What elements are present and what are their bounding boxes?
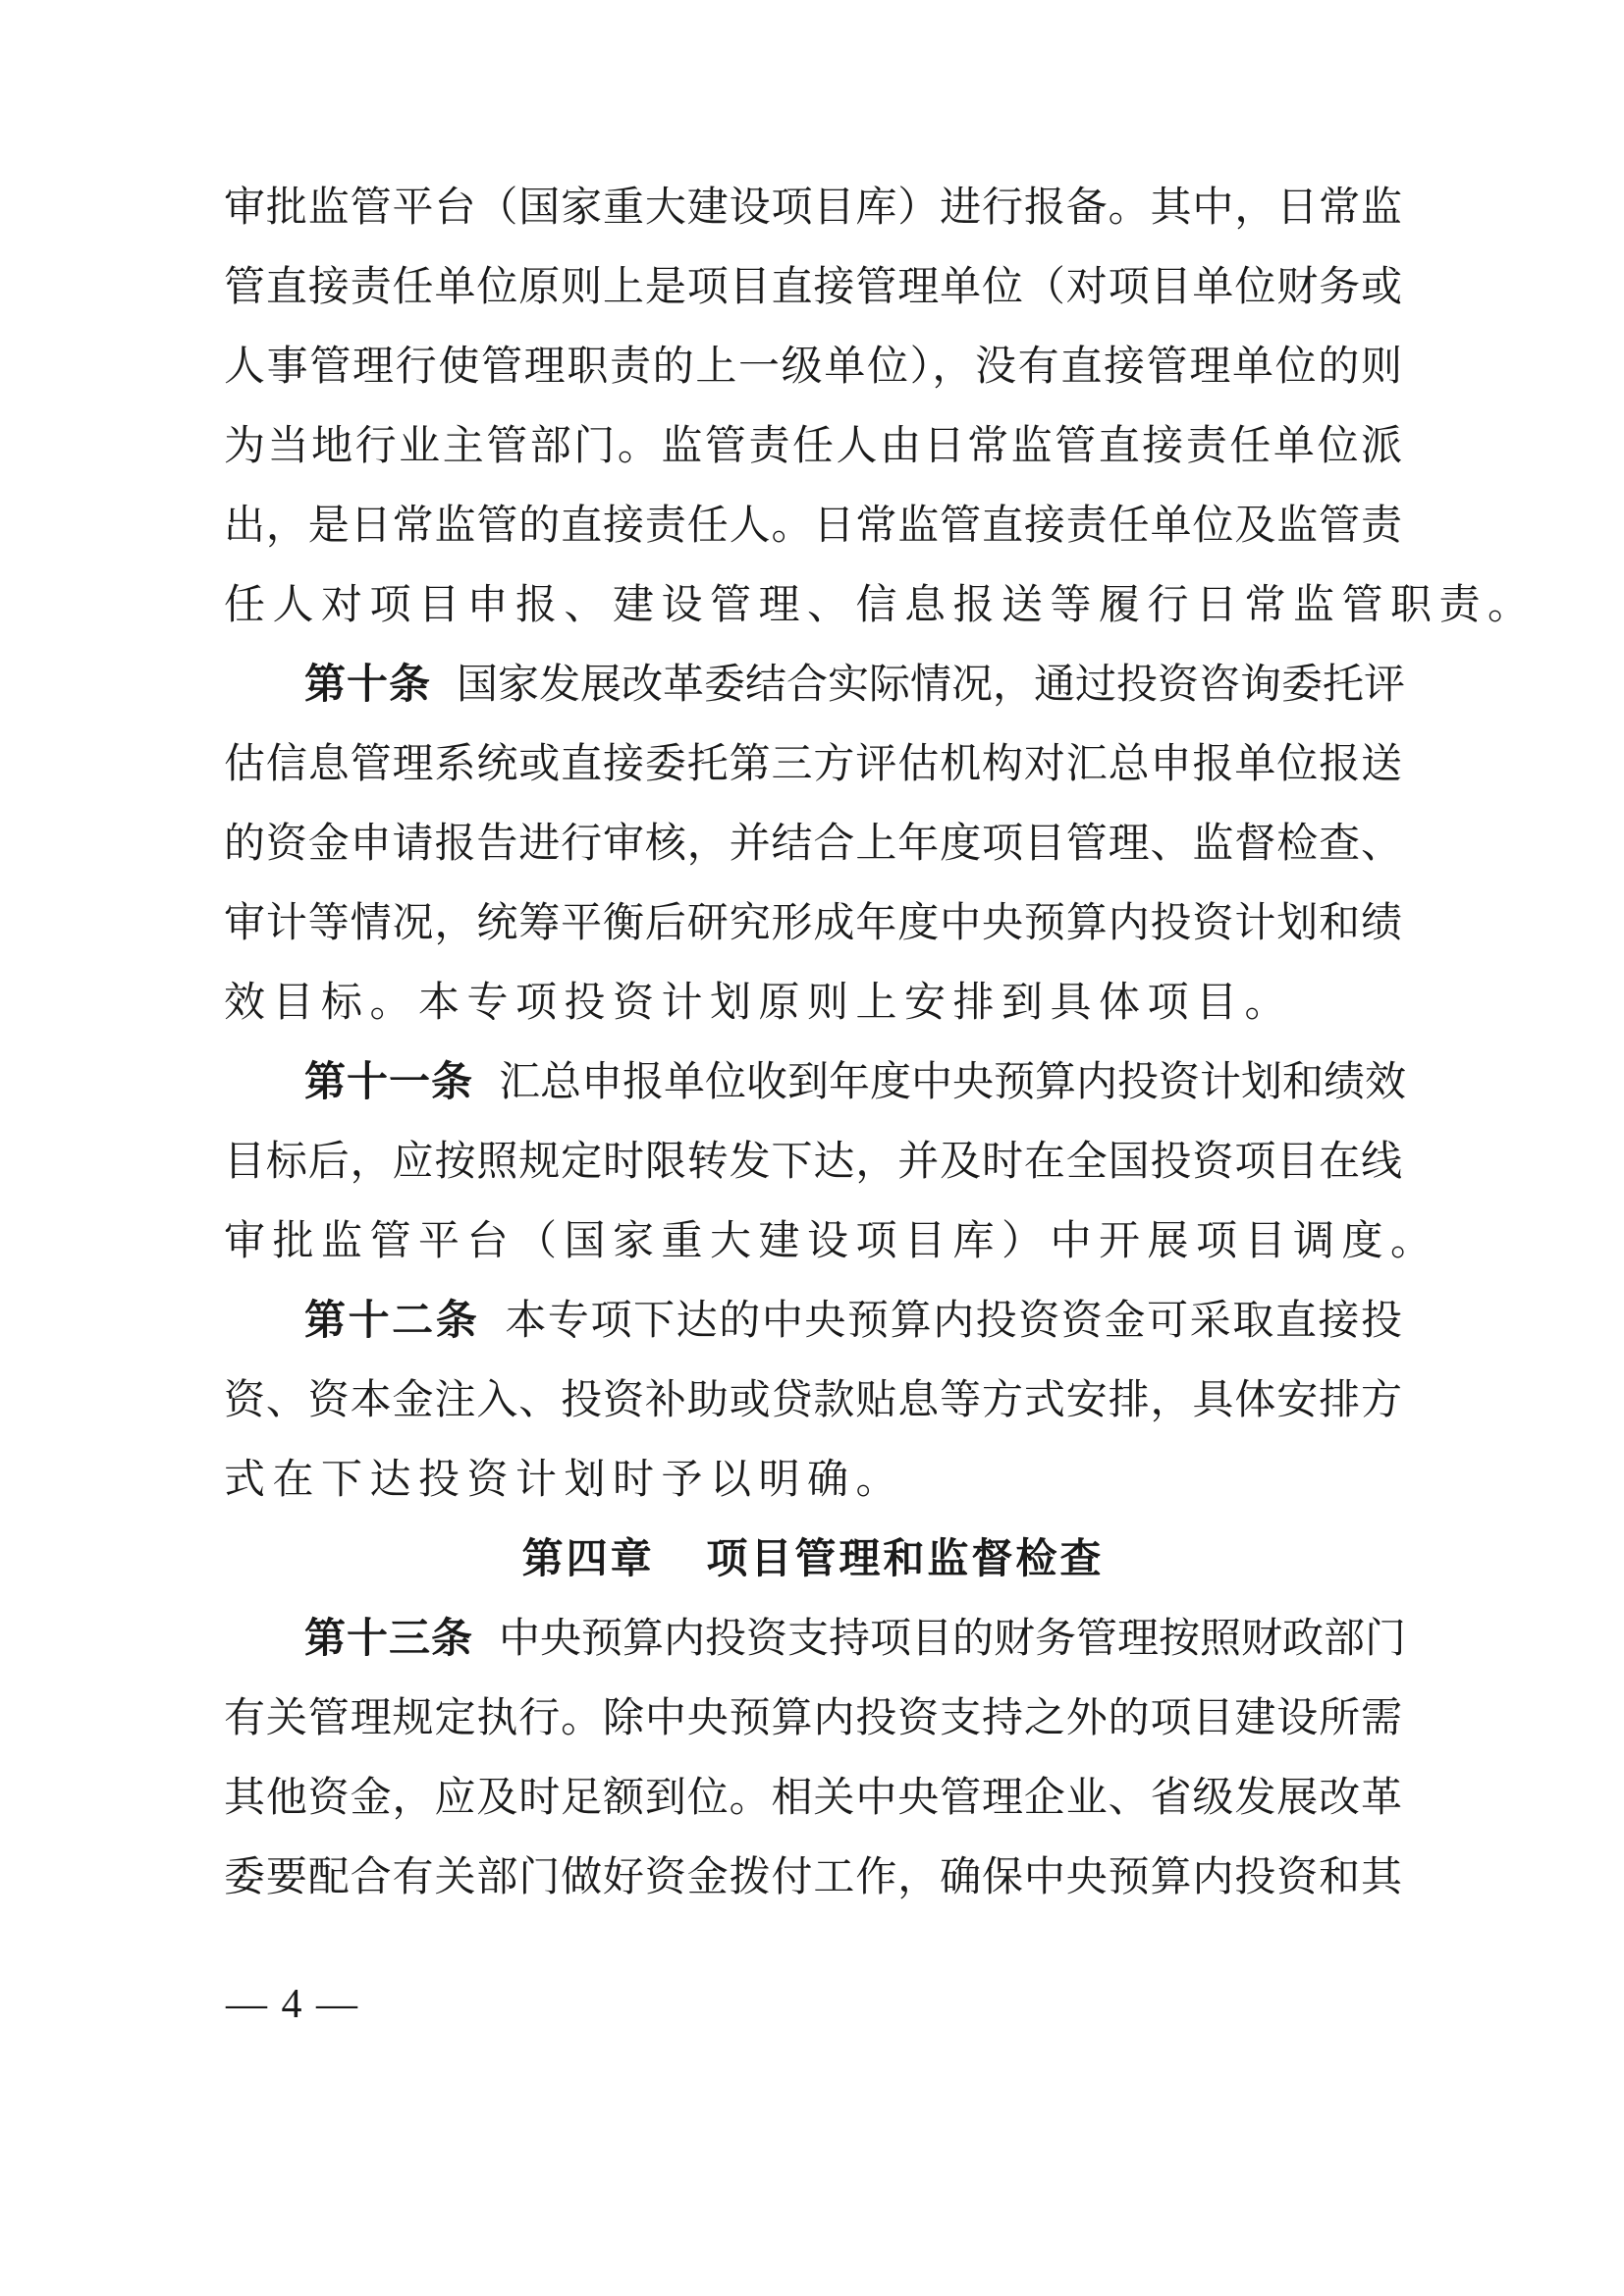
- text-line: 汇总申报单位收到年度中央预算内投资计划和绩效: [499, 1057, 1407, 1105]
- text-line: 人事管理行使管理职责的上一级单位），没有直接管理单位的则: [224, 342, 1402, 390]
- article-first-line: [304, 655, 1406, 714]
- text-line: 管直接责任单位原则上是项目直接管理单位（对项目单位财务或: [224, 262, 1402, 310]
- text-line: 审计等情况，统筹平衡后研究形成年度中央预算内投资计划和绩: [224, 898, 1402, 946]
- text-line: 出，是日常监管的直接责任人。日常监管直接责任单位及监管责: [224, 501, 1402, 549]
- text-line: 资、资本金注入、投资补助或贷款贴息等方式安排，具体安排方: [224, 1375, 1402, 1423]
- text-line: 目标后，应按照规定时限转发下达，并及时在全国投资项目在线: [224, 1137, 1402, 1185]
- text-line: 效目标。本专项投资计划原则上安排到具体项目。: [224, 978, 1294, 1026]
- text-line: 国家发展改革委结合实际情况，通过投资咨询委托评: [457, 660, 1406, 708]
- article-first-line: [304, 1291, 1402, 1350]
- article-number: 第十二条: [304, 1296, 480, 1344]
- article-number: 第十三条: [304, 1614, 474, 1662]
- article-first-line: [304, 1609, 1407, 1668]
- text-line: 中央预算内投资支持项目的财务管理按照财政部门: [499, 1614, 1407, 1662]
- text-line: 本专项下达的中央预算内投资资金可采取直接投: [505, 1296, 1402, 1344]
- article-number: 第十一条: [304, 1057, 474, 1105]
- text-line: 的资金申请报告进行审核，并结合上年度项目管理、监督检查、: [224, 819, 1402, 867]
- text-line: 有关管理规定执行。除中央预算内投资支持之外的项目建设所需: [224, 1693, 1402, 1741]
- text-line: 委要配合有关部门做好资金拨付工作，确保中央预算内投资和其: [224, 1852, 1402, 1900]
- text-line: 审批监管平台（国家重大建设项目库）进行报备。其中，日常监: [224, 183, 1402, 231]
- text-line: 式在下达投资计划时予以明确。: [224, 1455, 905, 1503]
- page-number: — 4 —: [226, 1982, 359, 2027]
- text-line: 任人对项目申报、建设管理、信息报送等履行日常监管职责。: [224, 580, 1537, 628]
- article-first-line: [304, 1052, 1407, 1111]
- chapter-heading: 第四章 项目管理和监督检查: [521, 1534, 1105, 1582]
- article-number: 第十条: [304, 660, 432, 708]
- text-line: 其他资金，应及时足额到位。相关中央管理企业、省级发展改革: [224, 1773, 1402, 1821]
- text-line: 估信息管理系统或直接委托第三方评估机构对汇总申报单位报送: [224, 739, 1402, 787]
- text-line: 审批监管平台（国家重大建设项目库）中开展项目调度。: [224, 1216, 1439, 1264]
- text-line: 为当地行业主管部门。监管责任人由日常监管直接责任单位派: [224, 421, 1402, 469]
